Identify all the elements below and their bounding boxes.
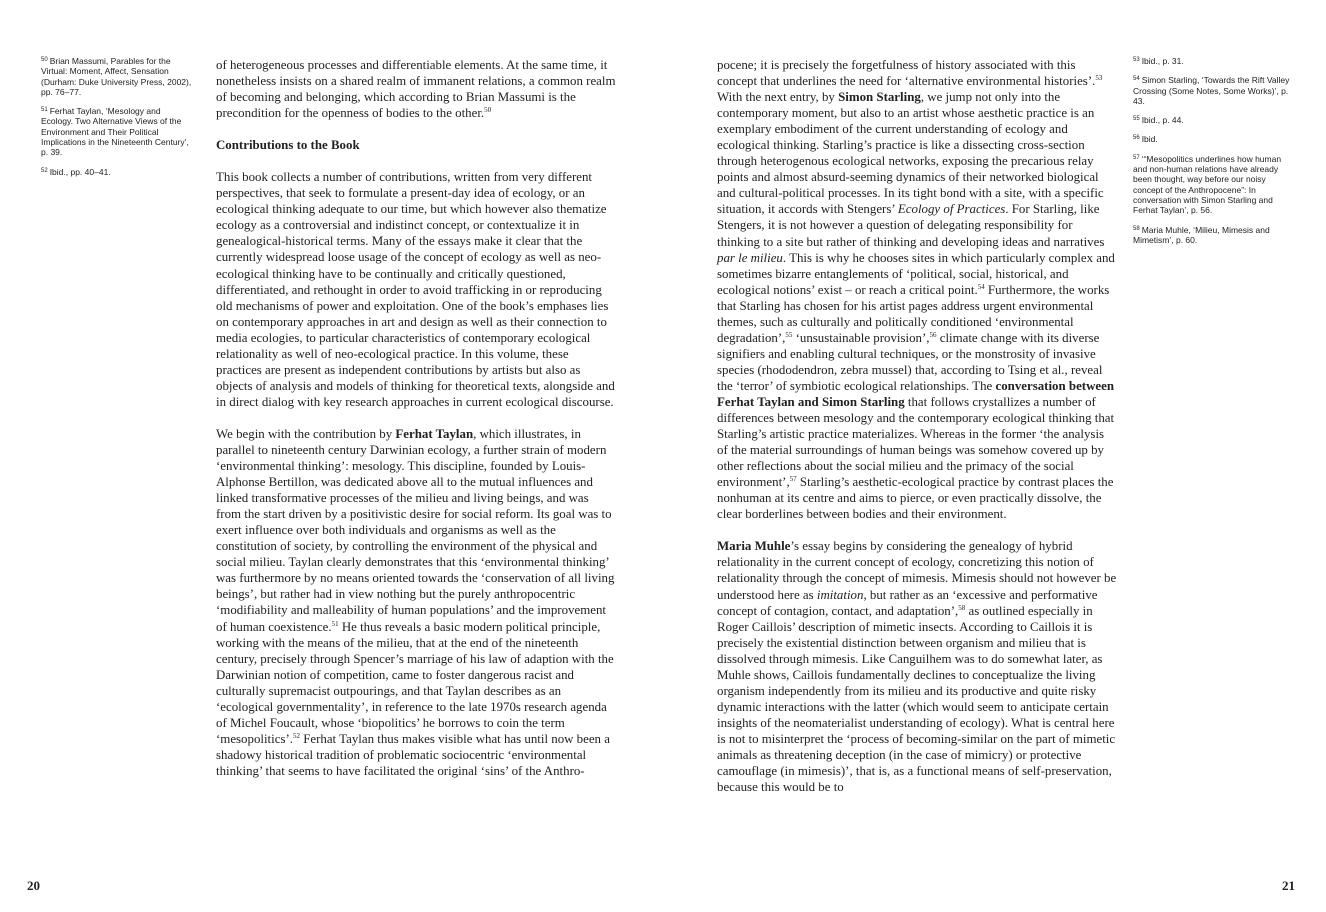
text-run: that follows crystallizes a number of differences between mesology and the contemporary ecological thinking that Starling’s artistic practice materializes. Whereas in the former ‘the analysis of the material surroundings of human beings was somehow covered up by other reflections about the social milieu and the primacy of the social environment’, (717, 394, 1115, 490)
paragraph: This book collects a number of contributions, written from very different perspectives, that seek to formulate a present-day idea of ecology, or an ecological thinking adequate to our time, but which however also thematize ecology as a controversial and indistinct concept, or contextualize it in genealogical-historical terms. Many of the essays make it clear that the currently widespread loose usage of the concept of ecology as well as neo-ecological thinking have to be continually and critically questioned, differentiated, and rethought in order to avoid trafficking in or reproducing old mechanisms of power and exploitation. One of the book’s emphases lies on contemporary approaches in art and design as well as their connection to media ecologies, to particular characteristics of contemporary ecological relationality as well of neo-ecological practice. In this volume, these practices are present as independent contributions by artists but also as objects of analysis and models of thinking for theoretical texts, alongside and in direct dialog with key research approaches in current ecological discourse. (216, 170, 615, 409)
text-run: Starling’s aesthetic-ecological practice by contrast places the nonhuman at its centre and aims to pierce, or even practically dissolve, the clear borderlines between bodies and their environment. (717, 475, 1114, 522)
footnote-56 (1133, 134, 1293, 144)
footnote-text: Ferhat Taylan, ‘Mesology and Ecology. Two Alternative Views of the Environment and Their Political Implications in the Nineteenth Century’, p. 39. (41, 106, 189, 158)
bold-phrase: conversation between Ferhat Taylan and Simon Starling (717, 378, 1115, 409)
text-run: pocene; it is precisely the forgetfulness of history associated with this concept that underlines the need for ‘alternative environmental histories’. (717, 58, 1096, 89)
footnote-text: Brian Massumi, Parables for the Virtual: Moment, Affect, Sensation (Durham: Duke University Press, 2002), pp. 76–77. (41, 56, 192, 97)
text-run: , which illustrates, in parallel to nineteenth century Darwinian ecology, a further strain of modern ‘environmental thinking’: mesology. This discipline, founded by Louis-Alphonse Bertillon, was dedicated above all to the mutual influences and linked transformative processes of the milieu and living beings, and was from the start driven by a positivistic desire for social reform. Its goal was to exert influence over both individuals and organisms as well as the constitution of society, by controlling the environment of the physical and social milieu. Taylan clearly demonstrates that this ‘environmental thinking’ was furthermore by no means oriented towards the ‘conservation of all living beings’, but rather had in view nothing but the purely anthropocentric ‘modifiability and malleability of human populations’ and the improvement of human coexistence. (216, 426, 615, 634)
text-run: Furthermore, the works that Starling has chosen for his artist pages address urgent environmental themes, such as culturally and politically conditioned ‘environmental degradation’, (717, 282, 1110, 345)
right-page (663, 0, 1326, 912)
footnote-ref: 56 (929, 330, 937, 339)
text-run: . This is why he chooses sites in which particularly complex and sometimes bizarre entanglements of ‘political, social, historical, and ecological notions’ exist – or reach a critical point. (717, 250, 1115, 297)
text-run: . For Starling, like Stengers, it is not however a question of delegating responsibility for thinking to a site but rather of thinking and developing ideas and narratives (717, 202, 1105, 249)
footnote-number: 52 (41, 167, 48, 174)
right-footnotes (1133, 56, 1293, 254)
text-run: climate change with its diverse signifiers and enabling cultural techniques, or the monstrosity of invasive species (rhododendron, zebra mussel) that, according to Tsing et al., reveal the ‘terror’ of symbiotic ecological relationships. The (717, 330, 1103, 393)
footnote-number: 58 (1133, 225, 1140, 232)
text-run: With the next entry, by (717, 90, 839, 105)
footnote-text: Simon Starling, ‘Towards the Rift Valley Crossing (Some Notes, Some Works)’, p. 43. (1133, 75, 1290, 106)
footnote-ref: 51 (331, 619, 339, 628)
text-run: of heterogeneous processes and differentiable elements. At the same time, it nonetheless insists on a shared realm of immanent relations, a common realm of becoming and belonging, which according to Brian Massumi is the precondition for the openness of bodies to the other. (216, 58, 616, 121)
page-number: 20 (27, 878, 40, 893)
footnote-51 (41, 106, 193, 157)
footnote-number: 56 (1133, 135, 1140, 142)
footnote-number: 54 (1133, 76, 1140, 83)
footnote-58 (1133, 225, 1293, 246)
footnote-53 (1133, 56, 1293, 66)
footnote-text: Ibid., p. 31. (1141, 56, 1184, 66)
footnote-text: Ibid., p. 44. (1141, 115, 1184, 126)
section-heading: Contributions to the Book (216, 138, 360, 153)
left-body-text (216, 57, 616, 779)
footnote-text: Maria Muhle, ‘Milieu, Mimesis and Mimetism’, p. 60. (1133, 224, 1270, 245)
paragraph (717, 57, 1117, 522)
right-body-text (717, 57, 1117, 795)
author-name: Maria Muhle (717, 539, 791, 554)
footnote-ref: 57 (789, 475, 797, 484)
italic-word: imitation (816, 587, 864, 602)
page-number: 21 (1282, 878, 1295, 893)
text-run: Ferhat Taylan thus makes visible what has until now been a shadowy historical tradition of problematic sociocentric ‘environmental thinking’ that seems to have facilitated the original ‘sins’ of the Anthro- (216, 731, 610, 778)
footnote-52 (41, 167, 193, 177)
footnote-ref: 55 (785, 330, 793, 339)
text-run: ‘unsustainable provision’, (792, 330, 930, 345)
footnote-ref: 58 (958, 603, 966, 612)
footnote-text: Ibid., pp. 40–41. (49, 166, 111, 177)
footnote-ref: 52 (292, 731, 300, 740)
footnote-ref: 53 (1095, 74, 1103, 83)
text-run: as outlined especially in Roger Caillois’ description of mimetic insects. According to Caillois it is precisely the existential distinction between organism and milieu that is dissolved through mimesis. Like Canguilhem was to do somewhat later, as Muhle shows, Caillois fundamentally declines to conceptualize the living organism independently from its milieu and its productive and quite risky dynamic interactions with the latter (which would seem to anticipate certain insights of the neomaterialist understanding of ecology). What is central here is not to misinterpret the ‘process of becoming-similar on the part of mimetic animals as threatening deception (in the case of mimicry) or protective camouflage (in mimesis)’, that is, as a functional means of self-preservation, because this would be to (717, 603, 1116, 795)
author-name: Ferhat Taylan (395, 426, 474, 441)
text-run: ’s essay begins by considering the genealogy of hybrid relationality in the current concept of ecology, concretizing this notion of relationality through the concept of mimesis. Mimesis should not however be understood here as (717, 539, 1117, 602)
footnote-55 (1133, 115, 1293, 125)
text-run: , we jump not only into the contemporary moment, but also to an artist whose aesthetic practice is an exemplary embodiment of the current understanding of ecology and ecological thinking. Starling’s practice is like a dissecting cross-section through heterogenous ecological networks, exposing the precarious relay points and almost absurd-seeming dynamics of their networked biological and cultural-political processes. In its tight bond with a site, with a specific situation, it accords with Stengers’ (717, 90, 1104, 217)
italic-title: Ecology of Practices (897, 202, 1006, 217)
footnote-text: Ibid. (1141, 134, 1158, 145)
footnote-ref: 54 (977, 282, 985, 291)
footnote-number: 55 (1133, 116, 1140, 123)
footnote-ref: 50 (484, 106, 492, 115)
paragraph (216, 57, 616, 121)
footnote-number: 50 (41, 57, 48, 63)
italic-phrase: par le milieu (717, 250, 783, 265)
footnote-50 (41, 56, 193, 97)
footnote-57 (1133, 154, 1293, 216)
text-run: We begin with the contribution by (216, 426, 396, 441)
paragraph (216, 426, 616, 779)
text-run: , but rather as an ‘excessive and performative concept of contagion, contact, and adaptation’, (717, 587, 1098, 618)
footnote-text: ‘“Mesopolitics underlines how human and non-human relations have already been thought, way before our noisy concept of the Anthropocene”: In conversation with Simon Starling and Ferhat Taylan’, p. 56. (1133, 153, 1282, 216)
author-name: Simon Starling (838, 90, 921, 105)
left-footnotes (41, 56, 193, 186)
footnote-54 (1133, 75, 1293, 106)
footnote-number: 53 (1133, 57, 1140, 63)
footnote-number: 51 (41, 107, 48, 114)
paragraph (717, 538, 1117, 795)
footnote-number: 57 (1133, 154, 1140, 161)
text-run: He thus reveals a basic modern political principle, working with the means of the milieu, that at the end of the nineteenth century, precisely through Spencer’s marriage of his law of adaption with the Darwinian notion of competition, came to foster dangerous racist and culturally supremacist outpourings, and that Taylan describes as an ‘ecological governmentality’, in reference to the late 1970s research agenda of Michel Foucault, whose ‘biopolitics’ he borrows to coin the term ‘mesopolitics’. (216, 619, 614, 746)
